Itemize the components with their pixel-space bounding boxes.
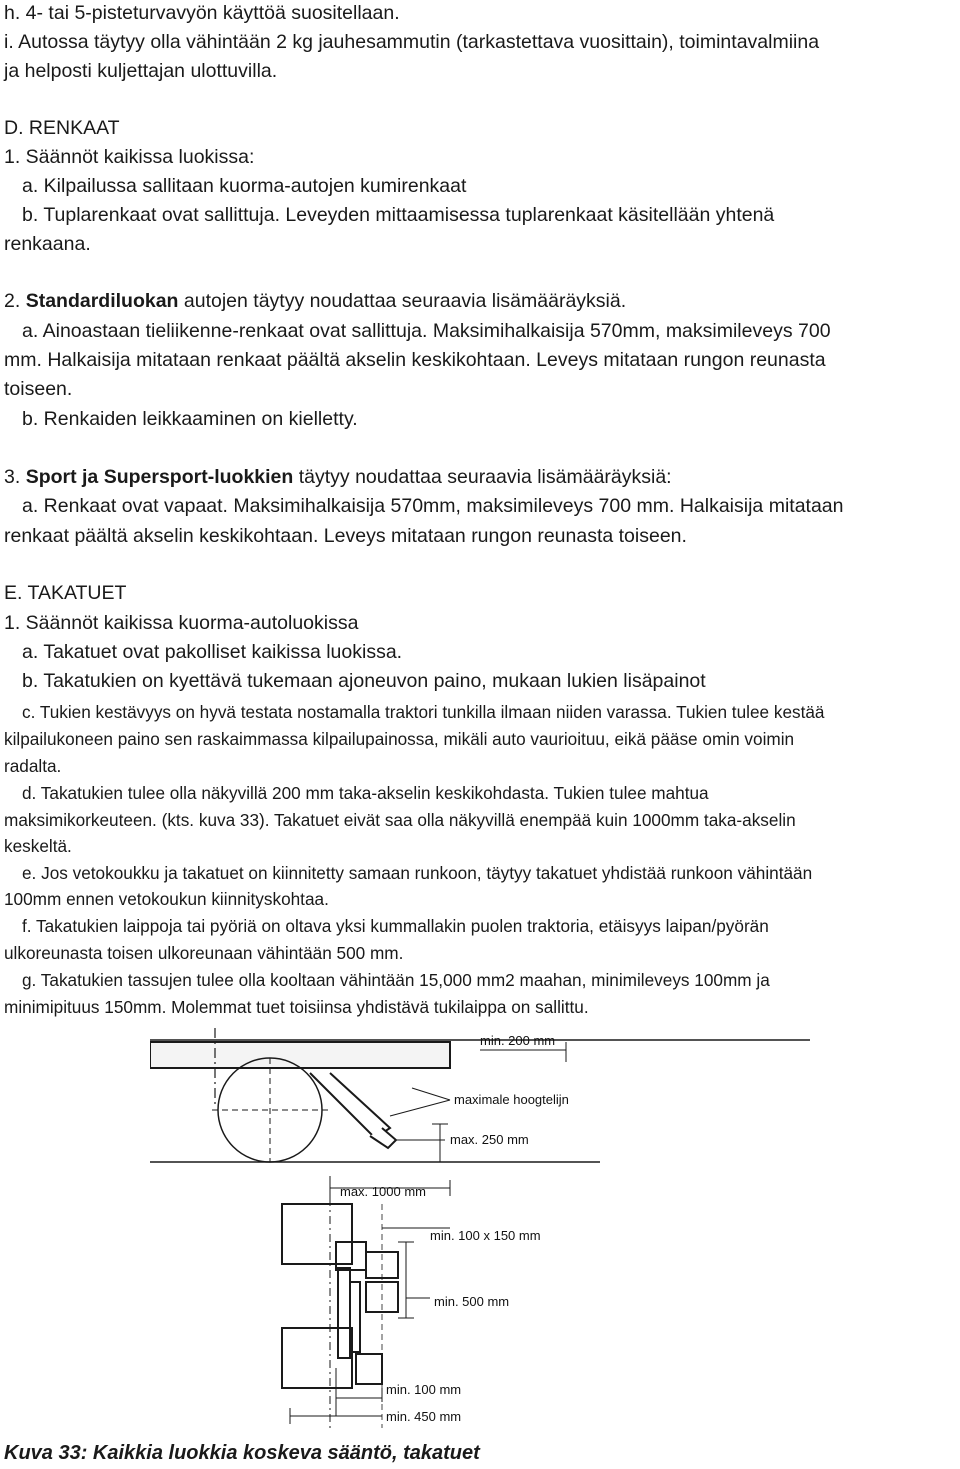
label-min-450: min. 450 mm (386, 1409, 462, 1424)
rule-e1c-line-2: kilpailukoneen paino sen raskaimmassa kilpailupainossa, mikäli auto vaurioituu, eikä pääse omin voimin (4, 729, 795, 749)
upper-tyre-block (282, 1204, 352, 1264)
label-min-500: min. 500 mm (434, 1294, 510, 1309)
rule-d2a-line-3: toiseen. (4, 378, 73, 400)
rule-d2a-line-1: a. Ainoastaan tieliikenne-renkaat ovat sallittuja. Maksimihalkaisija 570mm, maksimileveys 700 (22, 320, 831, 342)
rule-d3-heading (4, 466, 672, 489)
rule-d1: 1. Säännöt kaikissa luokissa: (4, 146, 255, 168)
rule-h: h. 4- tai 5-pisteturvavyön käyttöä suositellaan. (4, 2, 400, 24)
rule-e1g-line-2: minimipituus 150mm. Molemmat tuet toisiinsa yhdistävä tukilaippa on sallittu. (4, 997, 589, 1017)
rule-d2-bold: Standardiluokan (25, 290, 179, 312)
rule-e1: 1. Säännöt kaikissa kuorma-autoluokissa (4, 612, 359, 634)
section-d-title: D. RENKAAT (4, 117, 120, 139)
rule-e1f-line-1: f. Takatukien laippoja tai pyöriä on oltava yksi kummallakin puolen traktoria, etäisyys laipan/pyörän (22, 916, 769, 936)
rule-d3a-line-1: a. Renkaat ovat vapaat. Maksimihalkaisija 570mm, maksimileveys 700 mm. Halkaisija mitataan (22, 495, 844, 517)
rule-e1d-line-3: keskeltä. (4, 836, 72, 856)
rule-d2-rest: autojen täytyy noudattaa seuraavia lisämääräyksiä. (183, 290, 627, 312)
rule-i-line-1: i. Autossa täytyy olla vähintään 2 kg jauhesammutin (tarkastettava vuosittain), toimintavalmiina (4, 31, 820, 53)
chassis-beam (150, 1042, 450, 1068)
rule-e1d-line-1: d. Takatukien tulee olla näkyvillä 200 mm taka-akselin keskikohdasta. Tukien tulee mahtua (22, 783, 709, 803)
rule-d2b: b. Renkaiden leikkaaminen on kielletty. (22, 408, 358, 430)
rule-e1a: a. Takatuet ovat pakolliset kaikissa luokissa. (22, 641, 403, 663)
rule-e1f-line-2: ulkoreunasta toisen ulkoreunaan vähintään 500 mm. (4, 943, 404, 963)
rule-e1e-line-1: e. Jos vetokoukku ja takatuet on kiinnitetty samaan runkoon, täytyy takatuet yhdistää runkoon vähintään (22, 863, 813, 883)
label-max-1000: max. 1000 mm (340, 1184, 426, 1199)
section-e-title: E. TAKATUET (4, 582, 127, 604)
rule-e1e-line-2: 100mm ennen vetokoukun kiinnityskohtaa. (4, 889, 329, 909)
rule-d2-heading (4, 290, 626, 313)
rule-e1g-line-1: g. Takatukien tassujen tulee olla kooltaan vähintään 15,000 mm2 maahan, minimileveys 100mm ja (22, 970, 770, 990)
rule-d3a-line-2: renkaat päältä akselin keskikohtaan. Leveys mitataan rungon reunasta toiseen. (4, 525, 687, 547)
rule-d3-rest: täytyy noudattaa seuraavia lisämääräyksiä: (298, 466, 672, 488)
rule-d1b-line-1: b. Tuplarenkaat ovat sallittuja. Leveyden mittaamisessa tuplarenkaat käsitellään yhtenä (22, 204, 775, 226)
label-min-200: min. 200 mm (480, 1033, 556, 1048)
rule-d3-bold: Sport ja Supersport-luokkien (25, 466, 294, 488)
rule-e1c-line-3: radalta. (4, 756, 62, 776)
rule-e1b: b. Takatukien on kyettävä tukemaan ajoneuvon paino, mukaan lukien lisäpainot (22, 670, 706, 692)
center-beam (338, 1268, 350, 1358)
rule-d1a: a. Kilpailussa sallitaan kuorma-autojen kumirenkaat (22, 175, 467, 197)
rule-d2a-line-2: mm. Halkaisija mitataan renkaat päältä akselin keskikohtaan. Leveys mitataan rungon reunasta (4, 349, 826, 371)
rule-d1b-line-2: renkaana. (4, 233, 91, 255)
label-max-height: maximale hoogtelijn (454, 1092, 569, 1107)
label-max-250: max. 250 mm (450, 1132, 529, 1147)
rear-support-diagram (150, 1028, 810, 1436)
figure-caption: Kuva 33: Kaikkia luokkia koskeva sääntö, takatuet (4, 1442, 480, 1464)
rule-e1c-line-1: c. Tukien kestävyys on hyvä testata nostamalla traktori tunkilla ilmaan niiden varassa. Tukien tulee kestää (22, 702, 825, 722)
rule-e1d-line-2: maksimikorkeuteen. (kts. kuva 33). Takatuet eivät saa olla näkyvillä enempää kuin 1000mm taka-akselin (4, 810, 796, 830)
rule-d3-number: 3. (4, 466, 21, 488)
rule-d2-number: 2. (4, 290, 21, 312)
rule-i-line-2: ja helposti kuljettajan ulottuvilla. (4, 60, 278, 82)
lower-support-pad (356, 1354, 382, 1384)
label-min-100x150: min. 100 x 150 mm (430, 1228, 541, 1243)
label-min-100: min. 100 mm (386, 1382, 462, 1397)
